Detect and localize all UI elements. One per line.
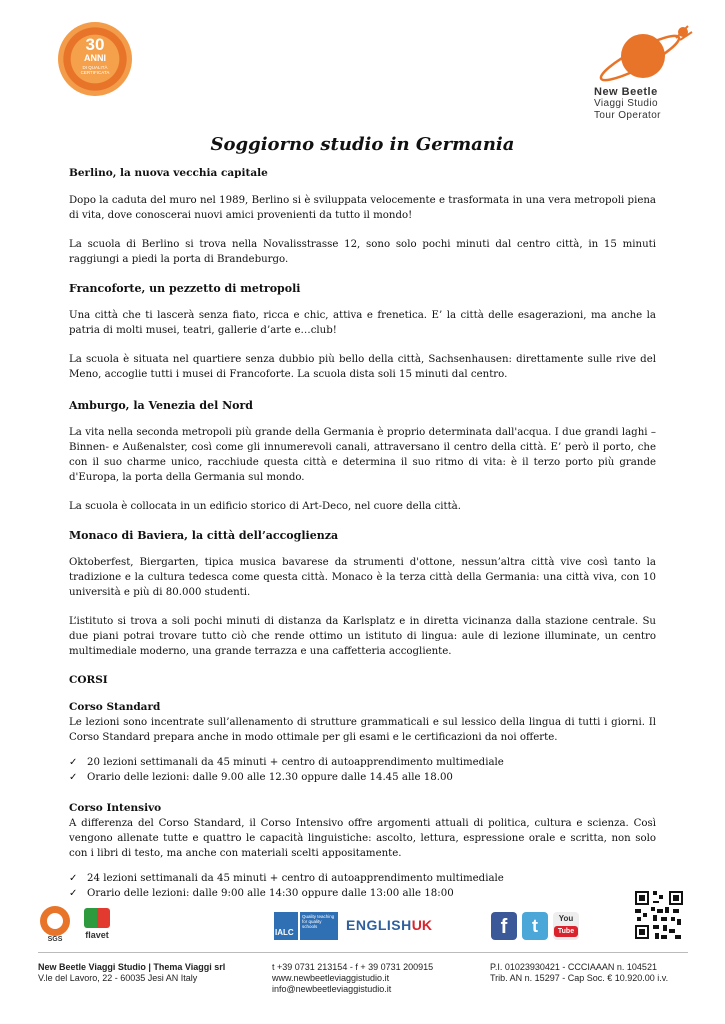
- brand-line-3: Tour Operator: [594, 110, 661, 121]
- monaco-paragraph-1: Oktoberfest, Biergarten, tipica musica bavarese da strumenti d'ottone, nessun’altra città vive così tanto la tradizione e la cultura tedesca come questa città. Monaco è la terza città della Germania: una città viva, con 10 università e più di 80.000 studenti.: [69, 557, 656, 598]
- badge-subtitle: DI QUALITÀ CERTIFICATA: [80, 65, 110, 75]
- heading-francoforte: Francoforte, un pezzetto di metropoli: [69, 282, 301, 295]
- list-item: [69, 770, 656, 785]
- flavet-mark-icon: [84, 908, 110, 928]
- anniversary-badge: [58, 22, 132, 96]
- francoforte-paragraph-1: Una città che ti lascerà senza fiato, ricca e chic, attiva e frenetica. E’ la città delle esagerazioni, ma anche la patria di molti musei, teatri, gallerie d’arte e…club!: [69, 310, 656, 336]
- brand-name: [594, 86, 704, 122]
- heading-corso-standard: Corso Standard: [69, 701, 161, 713]
- footer-vat: P.I. 01023930421 - CCCIAAAN n. 104521: [490, 962, 657, 972]
- heading-amburgo: Amburgo, la Venezia del Nord: [69, 399, 253, 412]
- sgs-label: SGS: [47, 936, 63, 943]
- brand-line-2: Viaggi Studio: [594, 98, 658, 109]
- footer-registration: Trib. AN n. 15297 - Cap Soc. € 10.920.00 i.v.: [490, 973, 669, 983]
- twitter-icon[interactable]: t: [522, 912, 548, 940]
- document-body: [69, 166, 656, 901]
- sgs-certification-logo: [38, 906, 72, 944]
- ialc-logo: [274, 912, 338, 940]
- list-item: [69, 871, 656, 886]
- check-icon: ✓: [69, 873, 78, 884]
- list-item: [69, 755, 656, 770]
- flavet-label: flavet: [85, 930, 109, 940]
- footer-divider: [38, 952, 688, 953]
- page-title: Soggiorno studio in Germania: [210, 134, 515, 155]
- ialc-label: IALC: [275, 928, 294, 937]
- youtube-label-top: You: [558, 914, 574, 923]
- list-item-text: 20 lezioni settimanali da 45 minuti + centro di autoapprendimento multimediale: [87, 757, 504, 768]
- list-item-text: Orario delle lezioni: dalle 9.00 alle 12.30 oppure dalle 14.45 alle 18.00: [87, 772, 453, 783]
- corso-intensivo-text: A differenza del Corso Standard, il Corso Intensivo offre argomenti attuali di politica, cultura e scienza. Così vengono allenate tutte e quattro le capacità linguistiche: ascolto, lettura, espressione orale e scritta, non solo con i libri di testo, ma anche con materiali scelti appositamente.: [69, 818, 656, 859]
- footer-phone: t +39 0731 213154 - f + 39 0731 200915: [272, 962, 434, 972]
- heading-corsi: CORSI: [69, 674, 108, 686]
- amburgo-paragraph-1: La vita nella seconda metropoli più grande della Germania è proprio determinata dall'acqua. I due grandi laghi – Binnen- e Außenalster, così come gli innumerevoli canali, attraversano il centro della città. E’ però il porto, che con il suo charme unico, racchiude questa città e determina il suo ritmo di vita: è il terzo porto più grande d'Europa, la porta della Germania sul mondo.: [69, 427, 656, 483]
- berlino-paragraph-2: La scuola di Berlino si trova nella Novalisstrasse 12, sono solo pochi minuti dal centro città, in 15 minuti raggiungi a piedi la porta di Brandeburgo.: [69, 239, 656, 265]
- youtube-label-bottom: Tube: [554, 926, 578, 937]
- beetle-planet-logo-icon: [588, 22, 698, 82]
- youtube-icon[interactable]: [553, 912, 579, 940]
- flavet-logo: [80, 908, 114, 942]
- monaco-paragraph-2: L’istituto si trova a soli pochi minuti di distanza da Karlsplatz e in diretta vicinanza dalla stazione centrale. Su due piani potrai trovare tutto ciò che rende ottimo un istituto di lingua: aule di lezione illuminate, un centro multimediale moderno, una grande terrazza e una caffetteria accogliente.: [69, 616, 656, 657]
- footer-address: V.le del Lavoro, 22 - 60035 Jesi AN Italy: [38, 973, 198, 983]
- francoforte-paragraph-2: La scuola è situata nel quartiere senza dubbio più bello della città, Sachsenhausen: direttamente sulle rive del Meno, accoglie tutti i musei di Francoforte. La scuola dista soli 15 minuti dal centro.: [69, 354, 656, 380]
- englishuk-label: ENGLISH: [346, 917, 412, 933]
- badge-word: ANNI: [84, 53, 106, 63]
- footer-website-link[interactable]: www.newbeetleviaggistudio.it: [272, 973, 390, 983]
- check-icon: ✓: [69, 772, 78, 783]
- heading-corso-intensivo: Corso Intensivo: [69, 802, 162, 814]
- berlino-paragraph-1: Dopo la caduta del muro nel 1989, Berlino si è sviluppata velocemente e trasformata in una vera metropoli piena di vita, dove conoscerai nuovi amici provenienti da tutto il mondo!: [69, 195, 656, 221]
- check-icon: ✓: [69, 888, 78, 899]
- footer-email-link[interactable]: info@newbeetleviaggistudio.it: [272, 984, 392, 994]
- amburgo-paragraph-2: La scuola è collocata in un edificio storico di Art-Deco, nel cuore della città.: [69, 501, 461, 512]
- footer-company-name: New Beetle Viaggi Studio | Thema Viaggi srl: [38, 962, 226, 972]
- facebook-icon[interactable]: f: [491, 912, 517, 940]
- qr-code-icon[interactable]: [633, 889, 685, 941]
- list-item: [69, 886, 656, 901]
- ialc-tagline: Quality teaching for quality schools: [302, 914, 335, 929]
- list-item-text: Orario delle lezioni: dalle 9:00 alle 14:30 oppure dalle 13:00 alle 18:00: [87, 888, 454, 899]
- check-icon: ✓: [69, 757, 78, 768]
- sgs-seal-icon: [40, 906, 70, 936]
- brand-line-1: New Beetle: [594, 86, 658, 98]
- footer-contacts: [272, 962, 472, 995]
- heading-berlino: Berlino, la nuova vecchia capitale: [69, 167, 268, 179]
- englishuk-logo: [346, 917, 464, 937]
- heading-monaco: Monaco di Baviera, la città dell’accoglienza: [69, 529, 339, 542]
- englishuk-suffix: UK: [411, 917, 432, 933]
- badge-number: 30: [85, 35, 105, 54]
- footer-legal: [490, 962, 690, 984]
- footer-company: [38, 962, 258, 984]
- corso-standard-text: Le lezioni sono incentrate sull’allenamento di strutture grammaticali e sul lessico della lingua di tutti i giorni. Il Corso Standard prepara anche in modo ottimale per gli esami e le certificazioni da noi offerte.: [69, 717, 656, 743]
- list-item-text: 24 lezioni settimanali da 45 minuti + centro di autoapprendimento multimediale: [87, 873, 504, 884]
